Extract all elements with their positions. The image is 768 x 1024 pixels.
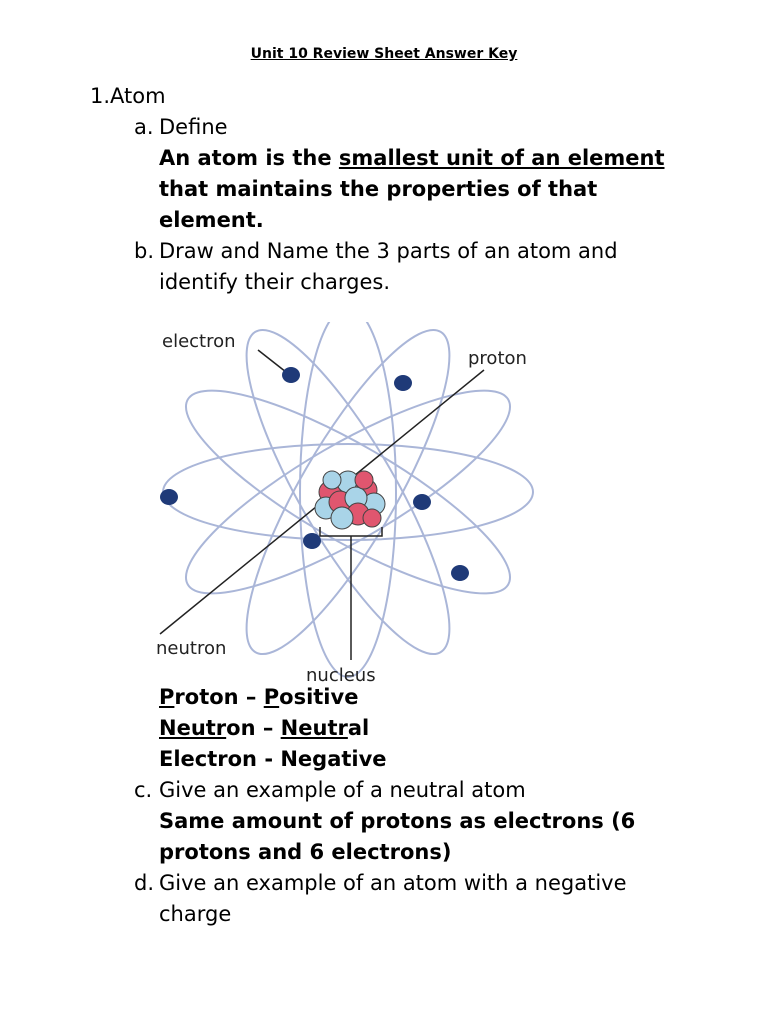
answer-proton-text: roton – bbox=[174, 685, 264, 709]
prompt-b-line1: Draw and Name the 3 parts of an atom and bbox=[159, 239, 618, 263]
prompt-d-line2: charge bbox=[159, 902, 232, 926]
answer-positive-text: ositive bbox=[279, 685, 359, 709]
answer-neutron-text: on – bbox=[226, 716, 281, 740]
answer-neutral-underlined: Neutr bbox=[280, 716, 348, 740]
answer-a-underlined: smallest unit of an element bbox=[338, 146, 665, 170]
prompt-d-line1: Give an example of an atom with a negative bbox=[159, 871, 627, 895]
label-neutron: neutron bbox=[156, 638, 227, 659]
neutron-particle bbox=[323, 471, 341, 489]
label-proton: proton bbox=[468, 348, 527, 369]
electron-particle bbox=[451, 565, 469, 581]
electron-particle bbox=[413, 494, 431, 510]
electrons bbox=[160, 367, 469, 581]
prompt-b-line2: identify their charges. bbox=[159, 270, 391, 294]
atom-diagram bbox=[150, 322, 570, 692]
nucleus-bracket bbox=[320, 527, 382, 536]
label-electron: electron bbox=[162, 331, 236, 352]
question-label: Atom bbox=[110, 84, 166, 108]
answer-positive-initial: P bbox=[263, 685, 280, 709]
label-nucleus: nucleus bbox=[306, 665, 376, 686]
electron-particle bbox=[303, 533, 321, 549]
answer-proton bbox=[159, 687, 358, 708]
nucleus bbox=[315, 471, 385, 529]
label-line-electron bbox=[258, 350, 286, 372]
item-marker-d: d. bbox=[134, 871, 155, 895]
answer-proton-initial: P bbox=[159, 685, 175, 709]
item-marker-a: a. bbox=[134, 115, 154, 139]
answer-neutral-text: al bbox=[347, 716, 370, 740]
answer-a-line2: that maintains the properties of that bbox=[159, 177, 598, 201]
answer-c-line1: Same amount of protons as electrons (6 bbox=[159, 809, 636, 833]
answer-neutron bbox=[159, 718, 369, 739]
answer-a-text: An atom is the bbox=[159, 146, 339, 170]
answer-a-line3: element. bbox=[159, 208, 264, 232]
prompt-a: Define bbox=[159, 115, 228, 139]
answer-electron: Electron - Negative bbox=[159, 747, 387, 771]
answer-a-line1 bbox=[159, 148, 665, 169]
neutron-particle bbox=[331, 507, 353, 529]
electron-particle bbox=[394, 375, 412, 391]
answer-neutron-underlined: Neutr bbox=[159, 716, 227, 740]
proton-particle bbox=[355, 471, 373, 489]
prompt-c: Give an example of a neutral atom bbox=[159, 778, 526, 802]
question-1 bbox=[90, 86, 166, 107]
item-marker-b: b. bbox=[134, 239, 155, 263]
proton-particle bbox=[363, 509, 381, 527]
answer-c-line2: protons and 6 electrons) bbox=[159, 840, 452, 864]
electron-particle bbox=[282, 367, 300, 383]
item-marker-c: c. bbox=[134, 778, 153, 802]
page-title: Unit 10 Review Sheet Answer Key bbox=[250, 46, 518, 62]
electron-particle bbox=[160, 489, 178, 505]
question-number: 1. bbox=[90, 84, 111, 108]
